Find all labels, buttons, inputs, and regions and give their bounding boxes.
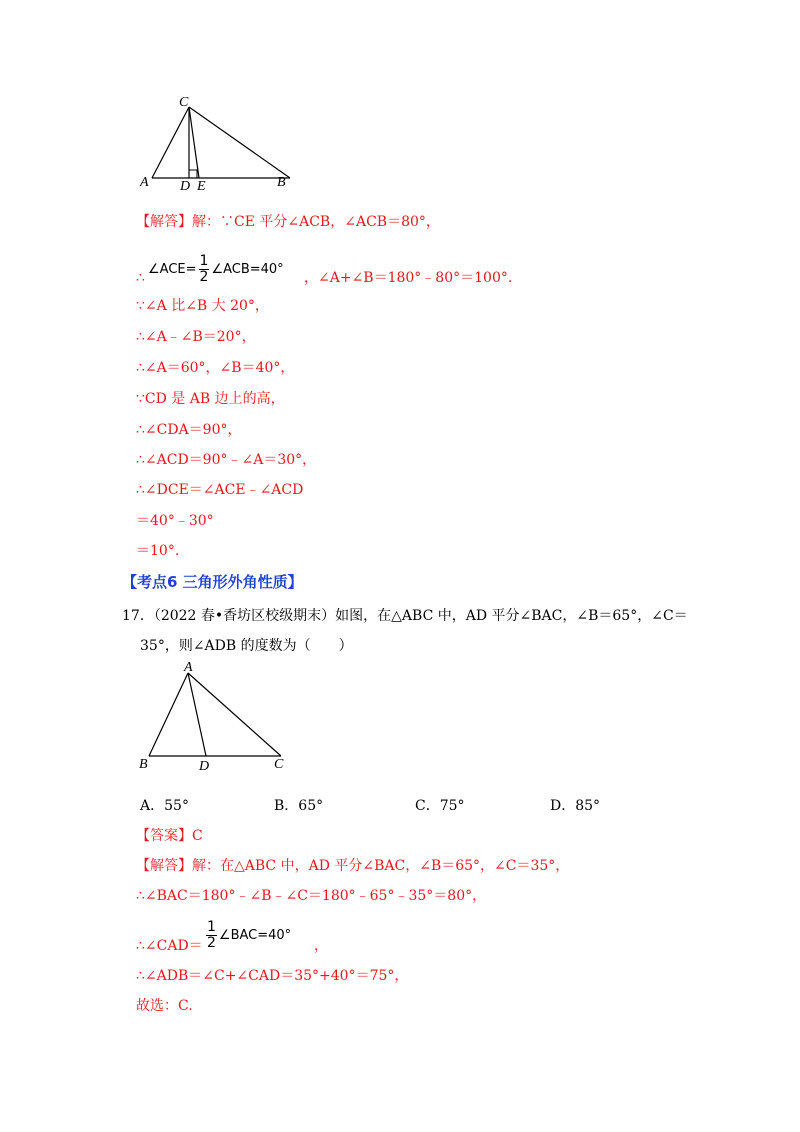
label-B: B: [139, 757, 148, 772]
solution1-line4: ∴∠A﹣∠B＝20°，: [136, 329, 256, 345]
option-c: C．75°: [415, 798, 465, 814]
option-b: B．65°: [274, 798, 324, 814]
solution17-line2: ∴∠BAC＝180°﹣∠B﹣∠C＝180°﹣65°﹣35°＝80°，: [136, 888, 487, 904]
solution1-line9: ∴∠DCE＝∠ACE﹣∠ACD: [136, 482, 304, 498]
solution1-header: 【解答】: [136, 214, 192, 230]
formula-cad: $\frac{1}{2}$ ∠BAC=40°: [207, 919, 292, 951]
formula-ace: ∠ACE= $\frac{1}{2}$ ∠ACB=40°: [148, 253, 284, 285]
label-B: B: [277, 175, 286, 190]
solution1-line10: ＝40°﹣30°: [136, 513, 214, 529]
solution1-line7: ∴∠CDA＝90°，: [136, 422, 242, 438]
solution17-line5: 故选：C.: [136, 998, 193, 1014]
option-d: D．85°: [550, 798, 601, 814]
label-D: D: [180, 179, 191, 192]
option-a: A．55°: [140, 798, 189, 814]
label-C: C: [274, 757, 284, 772]
solution1-line8: ∴∠ACD＝90°﹣∠A＝30°，: [136, 452, 317, 468]
question17-line1: 17．（2022 春•香坊区校级期末）如图，在△ABC 中，AD 平分∠BAC，∠B＝65°，∠C＝: [122, 608, 688, 624]
solution1-line1: 【解答】解：∵CE 平分∠ACB，∠ACB＝80°，: [136, 214, 440, 230]
label-C: C: [179, 95, 189, 110]
question17-line2: 35°，则∠ADB 的度数为（ ）: [140, 638, 353, 654]
solution1-line5: ∴∠A＝60°，∠B＝40°，: [136, 360, 295, 376]
label-D: D: [199, 759, 210, 774]
solution17-line1: 【解答】解：在△ABC 中，AD 平分∠BAC，∠B＝65°，∠C＝35°，: [136, 858, 570, 874]
solution1-line11: ＝10°.: [136, 543, 180, 559]
triangle-figure-1: [135, 92, 295, 192]
label-A: A: [184, 660, 193, 675]
solution1-line3: ∵∠A 比∠B 大 20°，: [136, 298, 269, 314]
label-E: E: [197, 179, 206, 192]
solution17-line4: ∴∠ADB＝∠C+∠CAD＝35°+40°＝75°，: [136, 968, 409, 984]
triangle-figure-2: [135, 660, 295, 775]
section-title: 【考点6 三角形外角性质】: [122, 573, 303, 591]
label-A: A: [140, 175, 149, 190]
answer17: 【答案】C: [136, 828, 203, 844]
document-page: C A D E B 【解答】解：∵CE 平分∠ACB，∠ACB＝80°， ∴ ∠ACE= $\frac{1}{2}$ ∠ACB=40° ，∠A+∠B＝180°﹣80°＝100°. ∵∠A 比∠B 大 20°， ∴∠A﹣∠B＝20°， ∴∠A＝60°，∠B＝40°， ∵CD 是 AB 边上的高， ∴∠CDA＝90°， ∴∠ACD＝90°﹣∠A＝30°， ∴∠DCE＝∠ACE﹣∠ACD ＝40°﹣30° ＝10°. 【考点6 三角形外角性质】 17．（2022 春•香坊区校级期末）如图，在△ABC 中，AD 平分∠BAC，∠B＝65°，∠C＝ 35°，则∠ADB 的度数为（ ） A B D C A．55° B．65° C．75° D．85° 【答案】C 【解答】解：在△ABC 中，AD 平分∠BAC，∠B＝65°，∠C＝35°， ∴∠BAC＝180°﹣∠B﹣∠C＝180°﹣65°﹣35°＝80°， ∴∠CAD＝ $\frac{1}{2}$ ∠BAC=40° ， ∴∠ADB＝∠C+∠CAD＝35°+40°＝75°， 故选：C.: [0, 0, 800, 1132]
solution1-line6: ∵CD 是 AB 边上的高，: [136, 391, 285, 407]
